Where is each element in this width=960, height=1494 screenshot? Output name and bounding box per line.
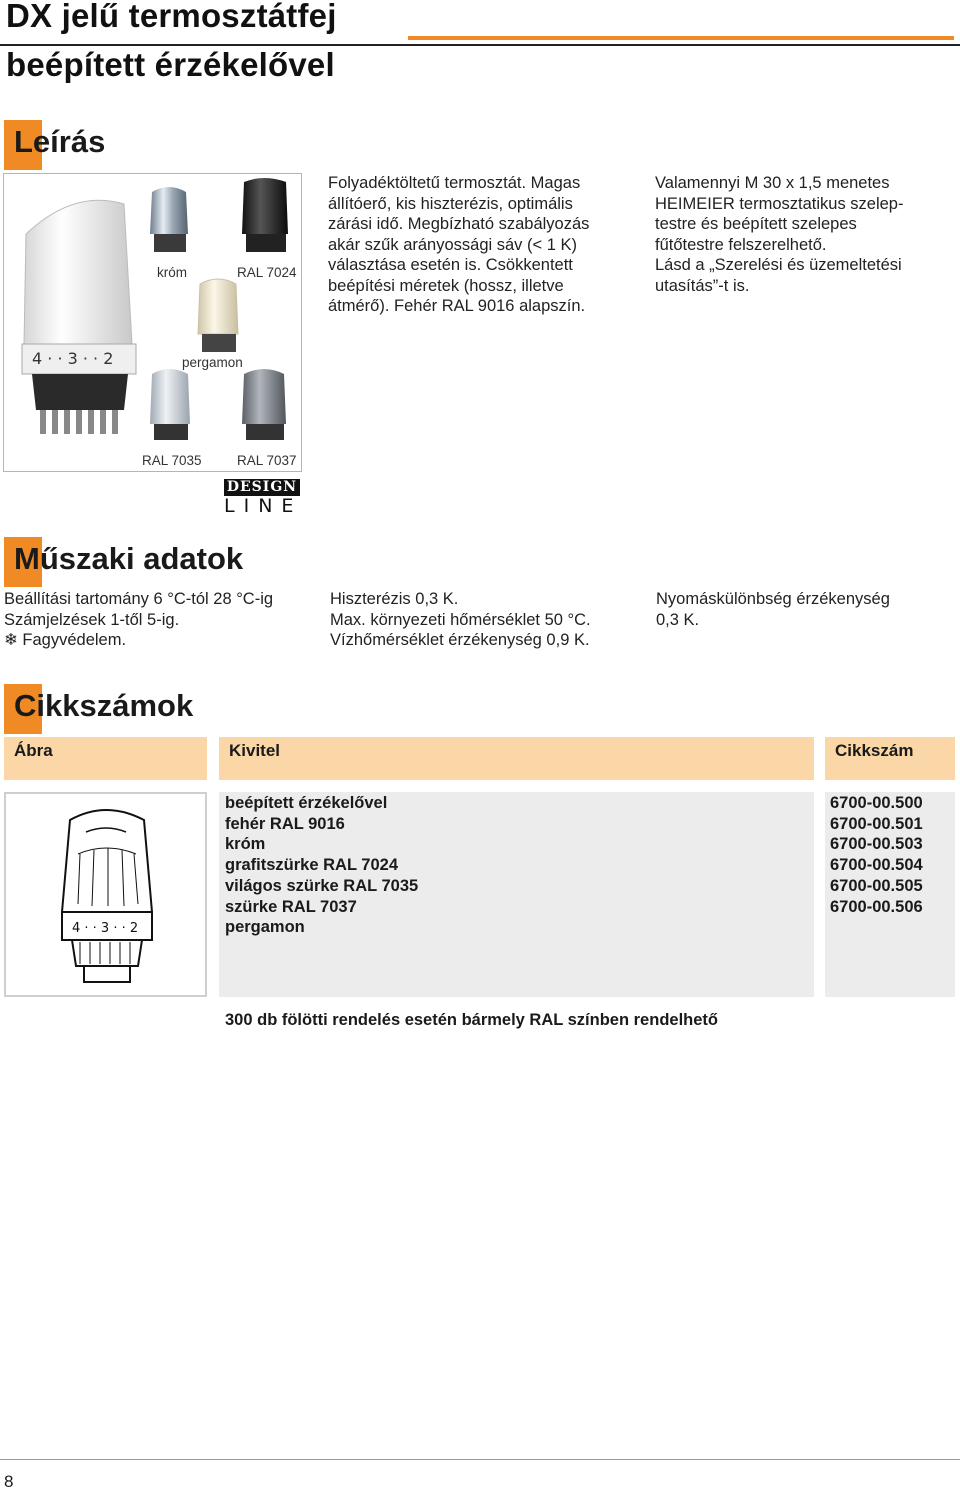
article-number: 6700-00.500	[830, 794, 923, 812]
text-line: fűtőtestre felszerelhető.	[655, 235, 827, 254]
column-header-figure: Ábra	[4, 737, 207, 780]
version-item: fehér RAL 9016	[225, 814, 345, 833]
text-line: Beállítási tartomány 6 °C-tól 28 °C-ig	[4, 590, 274, 608]
article-number: 6700-00.501	[830, 814, 923, 833]
section-heading-articles: Cikkszámok	[4, 686, 193, 726]
version-item: beépített érzékelővel	[225, 794, 388, 812]
order-note: 300 db fölötti rendelés esetén bármely RAL színben rendelhető	[225, 1011, 718, 1029]
technical-column-2	[330, 589, 650, 651]
text-line: Nyomáskülönbség érzékenység	[656, 590, 890, 608]
text-line: Hiszterézis 0,3 K.	[330, 590, 459, 608]
text-line: 0,3 K.	[656, 610, 700, 629]
technical-column-1	[4, 589, 319, 651]
column-header-number: Cikkszám	[825, 737, 955, 780]
text-line: utasítás”-t is.	[655, 276, 750, 295]
product-photo-panel	[3, 173, 302, 472]
technical-column-3	[656, 589, 956, 630]
version-item: pergamon	[225, 918, 305, 937]
text-line: beépítési méretek (hossz, illetve	[328, 276, 564, 295]
svg-text:4 · · 3 · · 2: 4 · · 3 · · 2	[32, 349, 114, 368]
section-heading-description: Leírás	[4, 122, 105, 162]
version-item: szürke RAL 7037	[225, 897, 357, 916]
section-heading-technical: Műszaki adatok	[4, 539, 243, 579]
caption-pergamon: pergamon	[182, 355, 243, 370]
text-line: Vízhőmérséklet érzékenység 0,9 K.	[330, 631, 590, 649]
text-line: ❄ Fagyvédelem.	[4, 631, 127, 649]
text-line: választása esetén is. Csökkentett	[328, 256, 573, 274]
footer-rule	[0, 1459, 960, 1460]
page-number: 8	[4, 1472, 14, 1491]
thermostat-head-illustration	[4, 174, 301, 471]
article-number: 6700-00.506	[830, 897, 923, 916]
description-column-1	[328, 173, 628, 317]
design-line-logo	[224, 479, 303, 517]
version-list	[225, 793, 418, 938]
logo-design-text: DESIGN	[224, 479, 300, 496]
figure-cell	[4, 792, 207, 997]
number-cell	[825, 792, 955, 997]
caption-ral-7035: RAL 7035	[142, 453, 202, 468]
page-title-line-2: beépített érzékelővel	[6, 46, 335, 83]
text-line: állítóerő, kis hiszterézis, optimális	[328, 194, 573, 213]
text-line: zárási idő. Megbízható szabályozás	[328, 215, 590, 233]
caption-chrome: króm	[157, 265, 187, 280]
description-column-2	[655, 173, 955, 296]
version-item: króm	[225, 835, 266, 854]
version-item: világos szürke RAL 7035	[225, 876, 419, 895]
title-accent-rule	[408, 36, 954, 40]
caption-ral-7037: RAL 7037	[237, 453, 297, 468]
number-list	[830, 793, 923, 917]
article-number: 6700-00.503	[830, 835, 923, 854]
text-line: HEIMEIER termosztatikus szelep-	[655, 194, 904, 213]
page-title-line-1: DX jelű termosztátfej	[6, 0, 337, 34]
text-line: Folyadéktöltetű termosztát. Magas	[328, 174, 581, 192]
article-number: 6700-00.505	[830, 876, 923, 895]
text-line: Valamennyi M 30 x 1,5 menetes	[655, 174, 890, 192]
text-line: Lásd a „Szerelési és üzemeltetési	[655, 256, 902, 274]
text-line: testre és beépített szelepes	[655, 215, 857, 233]
caption-ral-7024: RAL 7024	[237, 265, 297, 280]
text-line: átmérő). Fehér RAL 9016 alapszín.	[328, 297, 586, 315]
text-line: Max. környezeti hőmérséklet 50 °C.	[330, 610, 591, 629]
svg-text:4 · · 3 · · 2: 4 · · 3 · · 2	[72, 921, 139, 936]
article-number: 6700-00.504	[830, 856, 923, 875]
logo-line-text: LINE	[224, 495, 303, 517]
column-header-version: Kivitel	[219, 737, 814, 780]
thermostat-drawing-icon	[6, 794, 205, 995]
version-item: grafitszürke RAL 7024	[225, 856, 399, 875]
text-line: Számjelzések 1-től 5-ig.	[4, 610, 180, 629]
text-line: akár szűk arányossági sáv (< 1 K)	[328, 235, 577, 254]
version-cell	[219, 792, 814, 997]
